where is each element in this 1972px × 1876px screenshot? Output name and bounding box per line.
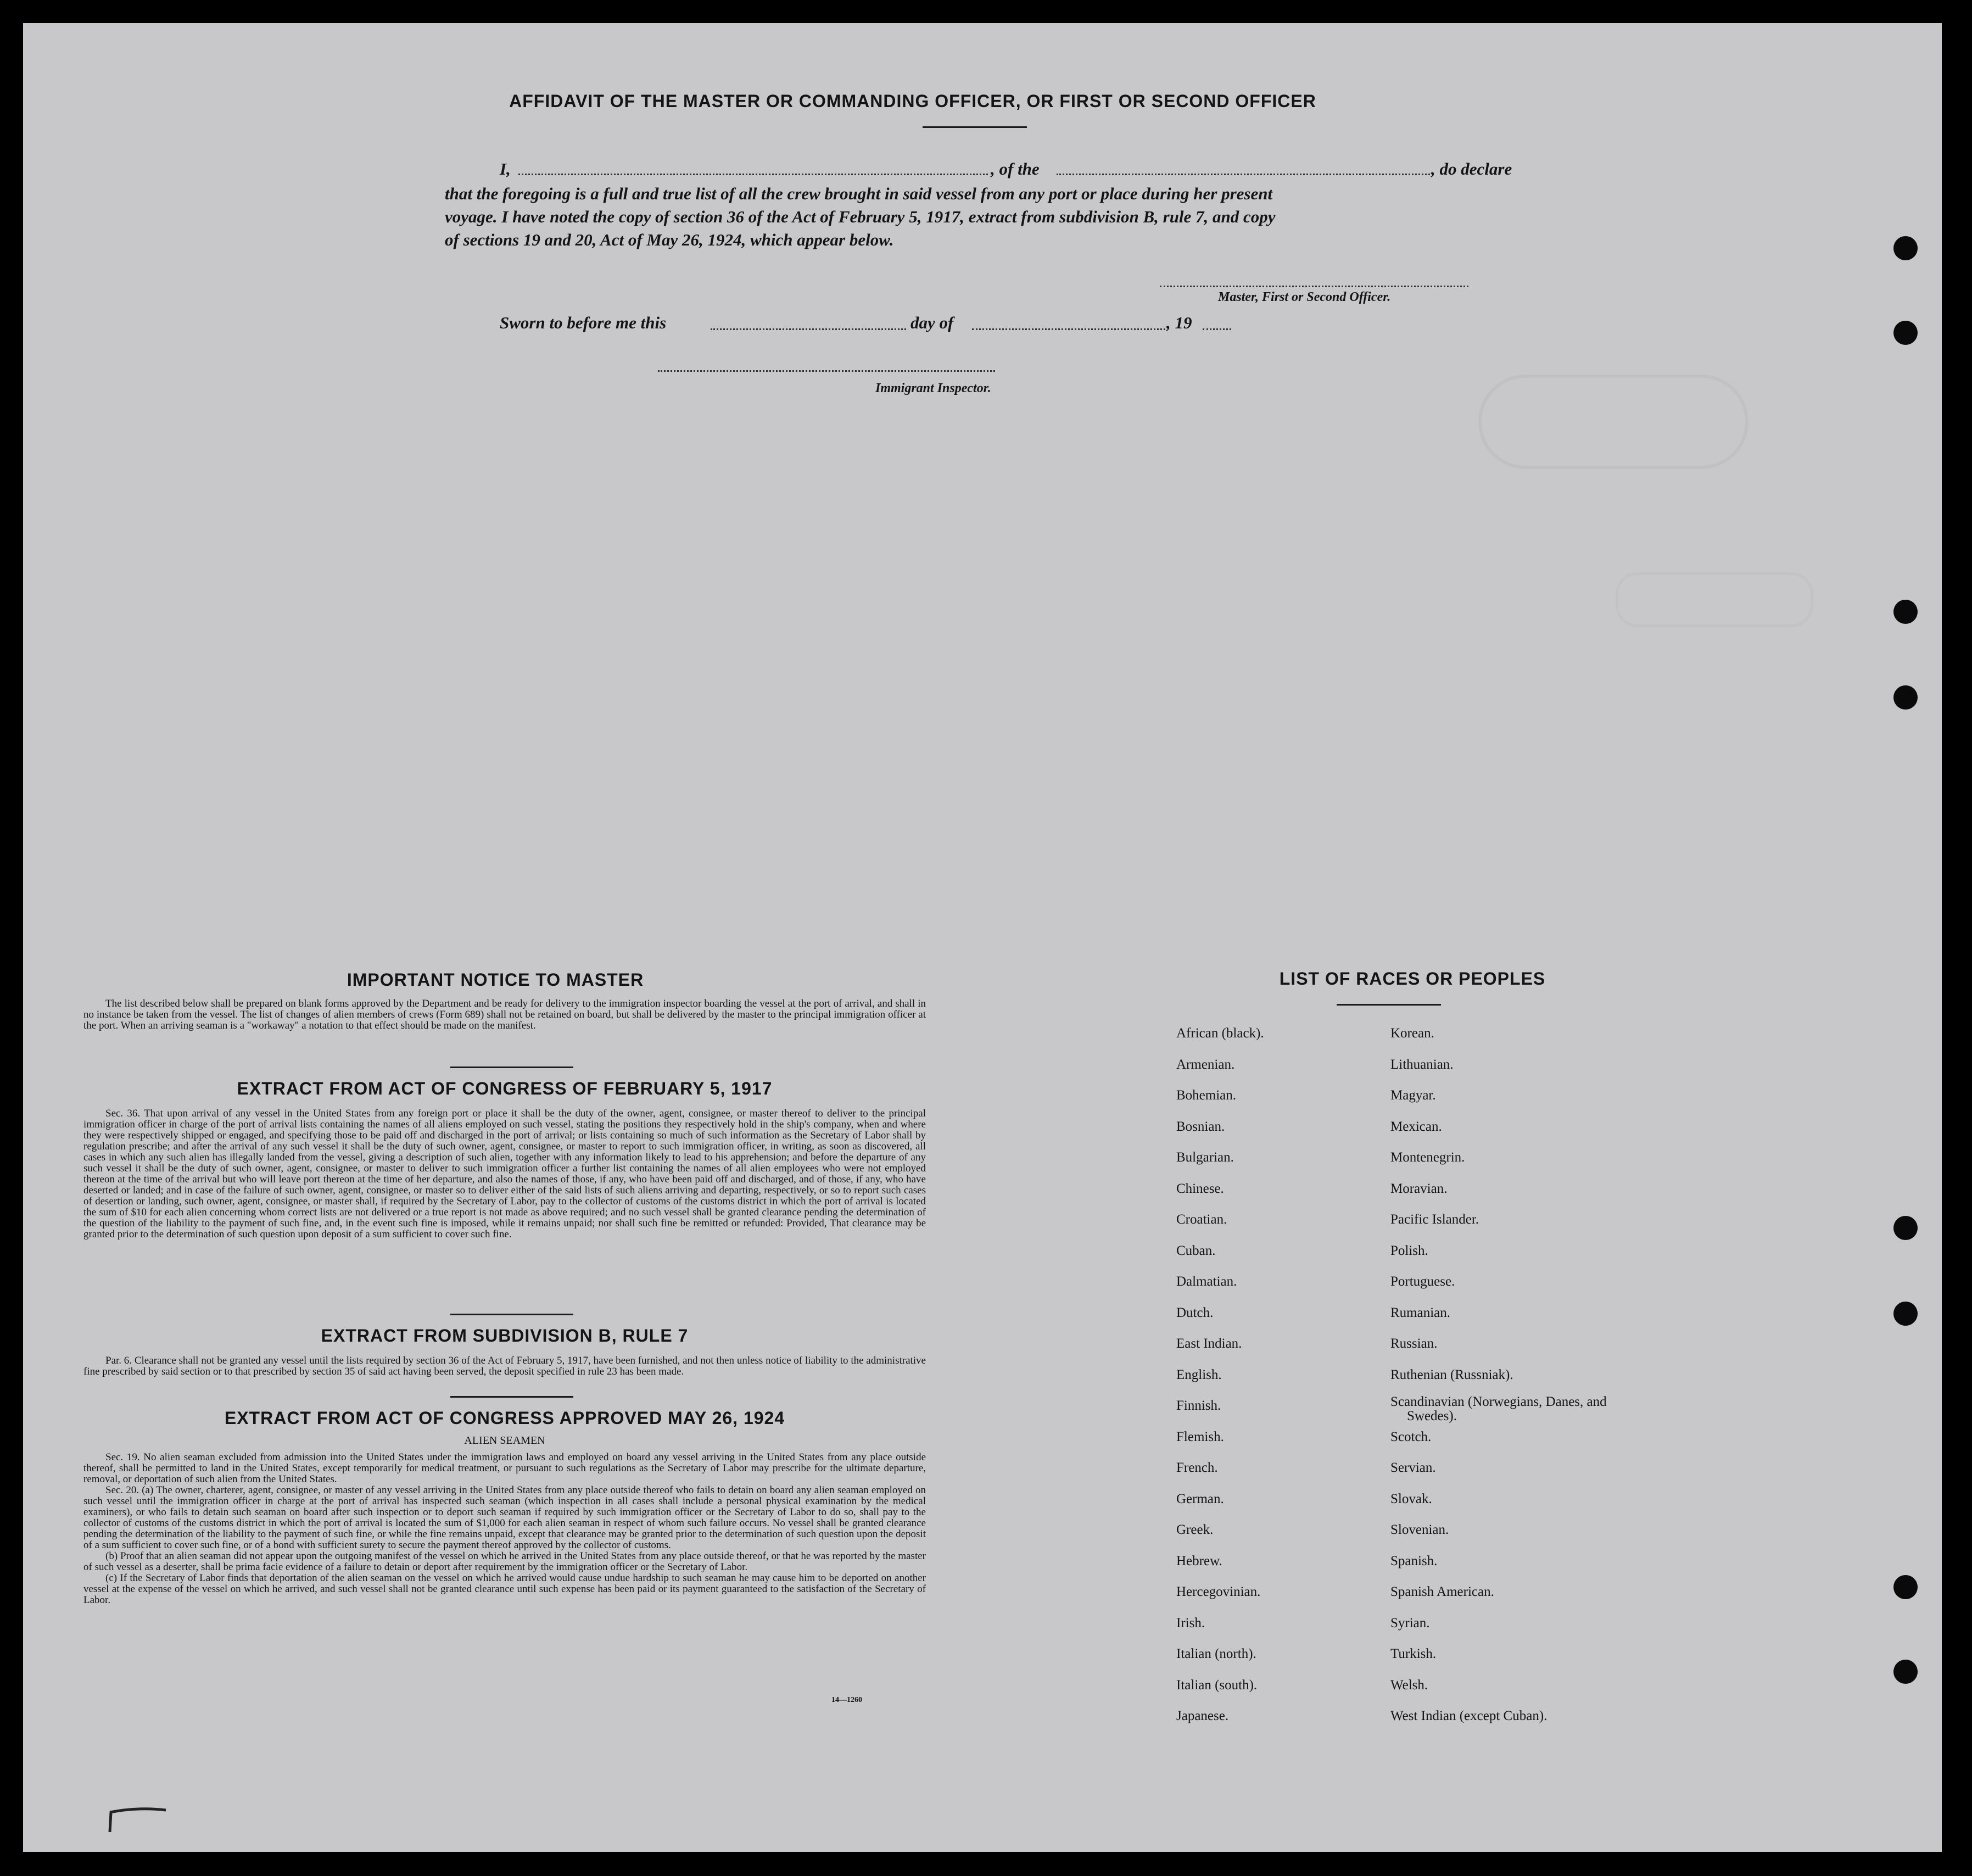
punch-hole <box>1893 1216 1918 1240</box>
extract-1924-paragraph: Sec. 20. (a) The owner, charterer, agent, consignee, or master of any vessel arriving in the United States from any place outside thereof who fails to detain on board any alien seaman employed on such vessel until the immigration officer in charge at the port of arrival has inspected such seaman (which inspection in all cases shall include a personal physical examination by the medical examiners), or who fails to detain such seaman on board after such inspection or to deport such seaman if required by such immigration officer or the Secretary of Labor to do so, shall pay to the collector of customs of the customs district in which the port of arrival is located the sum of $1,000 for each alien seaman in respect of whom such failure occurs. No vessel shall be granted clearance pending the determination of the liability to the payment of such fine, or while the fine remains unpaid, except that clearance may be granted prior to the determination of such question upon the deposit of a sum sufficient to cover such fine, or of a bond with sufficient surety to secure the payment thereof approved by the collector of customs. <box>83 1484 926 1551</box>
race-item: Scotch. <box>1390 1429 1432 1444</box>
race-item: Armenian. <box>1176 1057 1235 1072</box>
race-item: Japanese. <box>1176 1709 1229 1723</box>
race-item: Bulgarian. <box>1176 1150 1234 1165</box>
punch-hole <box>1893 1575 1918 1599</box>
race-item: Irish. <box>1176 1615 1205 1631</box>
races-title: LIST OF RACES OR PEOPLES <box>1279 969 1546 989</box>
races-right-column <box>1390 1023 1632 1737</box>
sworn-day-of-label: day of <box>910 313 954 332</box>
race-item: Bohemian. <box>1176 1088 1237 1103</box>
affidavit-i-label: I, <box>500 159 511 178</box>
extract-1924-body <box>83 1452 926 1606</box>
extract-rule7-text: Par. 6. Clearance shall not be granted any vessel until the lists required by section 36 of the Act of February 5, 1917, have been furnished, and not then unless notice of liability to the administrative fine prescribed by said section or to that prescribed by section 35 of said act having been served, the deposit specified in rule 23 has been made. <box>83 1355 926 1377</box>
race-item: Hercegovinian. <box>1176 1584 1261 1599</box>
race-item: Ruthenian (Russniak). <box>1390 1367 1513 1382</box>
race-item: Turkish. <box>1390 1646 1437 1661</box>
race-item: Flemish. <box>1176 1429 1224 1444</box>
race-item: Syrian. <box>1390 1615 1430 1631</box>
officer-signature-field[interactable] <box>1160 286 1468 287</box>
punch-hole <box>1893 600 1918 624</box>
punch-hole <box>1893 321 1918 345</box>
race-item: Rumanian. <box>1390 1305 1451 1320</box>
race-item: African (black). <box>1176 1026 1264 1041</box>
race-item: Montenegrin. <box>1390 1150 1465 1165</box>
extract-1924-paragraph: (c) If the Secretary of Labor finds that deportation of the alien seaman on the vessel on which he arrived would cause undue hardship to such seaman he may cause him to be deported on another vessel at the expense of the vessel on which he arrived, and such vessel shall not be granted clearance until such expense has been paid or its payment guaranteed to the satisfaction of the Secretary of Labor. <box>83 1572 926 1606</box>
vessel-name-field[interactable] <box>1057 174 1430 175</box>
extract-1924-paragraph: Sec. 19. No alien seaman excluded from admission into the United States under the immigration laws and employed on board any vessel arriving in the United States from any place outside thereof, shall be permitted to land in the United States, except temporarily for medical treatment, or pursuant to such regulations as the Secretary of Labor may prescribe for the ultimate departure, removal, or deportation of such alien from the United States. <box>83 1451 926 1485</box>
extract-1924-paragraph: (b) Proof that an alien seaman did not appear upon the outgoing manifest of the vessel on which he arrived in the United States from any place outside thereof, or that he was reported by the master of such vessel as a deserter, shall be prima facie evidence of a failure to detain or deport after requirement by the immigration officer or the Secretary of Labor. <box>83 1550 926 1573</box>
signature-caption: Master, First or Second Officer. <box>1218 290 1391 304</box>
race-item: Hebrew. <box>1176 1553 1222 1568</box>
document-page <box>23 23 1942 1852</box>
bleed-through-mark <box>1616 572 1813 627</box>
race-item: Slovak. <box>1390 1491 1432 1506</box>
race-item: Scandinavian (Norwegians, Danes, and Swedes). <box>1390 1394 1607 1423</box>
affidavit-body <box>445 182 1532 252</box>
section-divider <box>450 1067 573 1068</box>
race-item: Portuguese. <box>1390 1274 1455 1289</box>
race-item: Finnish. <box>1176 1398 1221 1413</box>
race-item: Greek. <box>1176 1522 1214 1537</box>
affidavit-title: AFFIDAVIT OF THE MASTER OR COMMANDING OFFICER, OR FIRST OR SECOND OFFICER <box>509 91 1316 111</box>
form-number: 14—1260 <box>831 1696 862 1704</box>
race-item: Russian. <box>1390 1336 1438 1351</box>
inspector-caption: Immigrant Inspector. <box>875 381 991 395</box>
affidavit-declare-label: , do declare <box>1431 159 1512 178</box>
affidavit-body-line: that the foregoing is a full and true list of all the crew brought in said vessel from any port or place during her present <box>445 184 1273 203</box>
race-item: Lithuanian. <box>1390 1057 1454 1072</box>
extract-1924-subtitle: ALIEN SEAMEN <box>464 1434 545 1447</box>
extract-rule7-title: EXTRACT FROM SUBDIVISION B, RULE 7 <box>321 1326 689 1345</box>
race-item: Cuban. <box>1176 1243 1216 1258</box>
race-item: Moravian. <box>1390 1181 1448 1196</box>
section-divider <box>450 1396 573 1398</box>
race-item: Polish. <box>1390 1243 1428 1258</box>
sworn-year-field[interactable] <box>1203 328 1231 330</box>
notice-title: IMPORTANT NOTICE TO MASTER <box>347 970 644 990</box>
pencil-mark-icon <box>105 1806 171 1844</box>
affidavit-body-line: of sections 19 and 20, Act of May 26, 1924, which appear below. <box>445 230 894 249</box>
extract-1917-text: Sec. 36. That upon arrival of any vessel in the United States from any foreign port or place it shall be the duty of the owner, agent, consignee, or master thereof to deliver to the principal immigration officer in charge of the port of arrival lists containing the names of all aliens employed on such vessel, stating the positions they respectively hold in the ship's company, when and where they were respectively shipped or engaged, and specifying those to be paid off and discharged in the port of arrival; or lists containing so much of such information as the Secretary of Labor shall by regulation prescribe; and after the arrival of any such vessel it shall be the duty of such owner, agent, consignee, or master to report to such immigration officer, in writing, as soon as discovered, all cases in which any such alien has illegally landed from the vessel, giving a description of such alien, together with any information likely to lead to his apprehension; and before the departure of any such vessel it shall be the duty of such owner, agent, consignee, or master to deliver to such immigration officer a further list containing the names of all alien employees who were not employed thereon at the time of the arrival but who will leave port thereon at the time of her departure, and also the names of those, if any, who have been paid off and discharged, and of those, if any, who have deserted or landed; and in case of the failure of such owner, agent, consignee, or master so to deliver either of the said lists of such aliens arriving and departing, respectively, or so to report such cases of desertion or landing, such owner, agent, consignee, or master shall, if required by the Secretary of Labor, pay to the collector of customs of the customs district in which the port of arrival is located the sum of $10 for each alien concerning whom correct lists are not delivered or a true report is not made as above required; and no such vessel shall be granted clearance pending the determination of the question of the liability to the payment of such fine, and, in the event such fine is imposed, while it remains unpaid; nor shall such fine be remitted or refunded: Provided, That clearance may be granted prior to the determination of such question upon deposit of a sum sufficient to cover such fine. <box>83 1108 926 1240</box>
punch-hole <box>1893 1302 1918 1326</box>
notice-text: The list described below shall be prepared on blank forms approved by the Department and be ready for delivery to the immigration inspector boarding the vessel at the port of arrival, and shall in no instance be taken from the vessel. The list of changes of alien members of crews (Form 689) shall not be retained on board, but shall be delivered by the master to the principal immigration officer at the port. When an arriving seaman is a "workaway" a notation to that effect should be made on the manifest. <box>83 998 926 1031</box>
inspector-signature-field[interactable] <box>658 370 995 372</box>
race-item: Servian. <box>1390 1460 1436 1475</box>
punch-hole <box>1893 685 1918 710</box>
race-item: French. <box>1176 1460 1218 1475</box>
race-item: Pacific Islander. <box>1390 1212 1479 1227</box>
race-item: Korean. <box>1390 1026 1434 1041</box>
master-name-field[interactable] <box>518 174 988 175</box>
race-item: Magyar. <box>1390 1088 1436 1103</box>
punch-hole <box>1893 1660 1918 1684</box>
sworn-year-label: , 19 <box>1166 313 1192 332</box>
race-item: Dutch. <box>1176 1305 1214 1320</box>
extract-1924-title: EXTRACT FROM ACT OF CONGRESS APPROVED MAY 26, 1924 <box>224 1408 785 1428</box>
section-divider <box>450 1314 573 1315</box>
race-item: East Indian. <box>1176 1336 1242 1351</box>
sworn-day-field[interactable] <box>711 328 906 330</box>
race-item: Bosnian. <box>1176 1119 1225 1134</box>
sworn-prefix: Sworn to before me this <box>500 313 667 332</box>
race-item: Slovenian. <box>1390 1522 1449 1537</box>
race-item: West Indian (except Cuban). <box>1390 1709 1548 1723</box>
title-underline <box>923 126 1027 128</box>
race-item: Italian (south). <box>1176 1677 1258 1693</box>
title-underline <box>1337 1004 1441 1006</box>
race-item: Italian (north). <box>1176 1646 1256 1661</box>
sworn-month-field[interactable] <box>972 328 1165 330</box>
race-item: Dalmatian. <box>1176 1274 1237 1289</box>
race-item: English. <box>1176 1367 1222 1382</box>
races-left-column <box>1176 1023 1363 1737</box>
affidavit-of-the-label: , of the <box>991 159 1040 178</box>
extract-1917-title: EXTRACT FROM ACT OF CONGRESS OF FEBRUARY 5, 1917 <box>237 1079 773 1098</box>
race-item: German. <box>1176 1491 1224 1506</box>
race-item: Spanish. <box>1390 1553 1438 1568</box>
affidavit-body-line: voyage. I have noted the copy of section 36 of the Act of February 5, 1917, extract from subdivision B, rule 7, and copy <box>445 207 1276 226</box>
punch-hole <box>1893 236 1918 260</box>
race-item: Spanish American. <box>1390 1584 1494 1599</box>
race-item: Mexican. <box>1390 1119 1442 1134</box>
race-item: Croatian. <box>1176 1212 1227 1227</box>
race-item: Welsh. <box>1390 1677 1428 1693</box>
bleed-through-mark <box>1478 375 1748 469</box>
race-item: Chinese. <box>1176 1181 1224 1196</box>
